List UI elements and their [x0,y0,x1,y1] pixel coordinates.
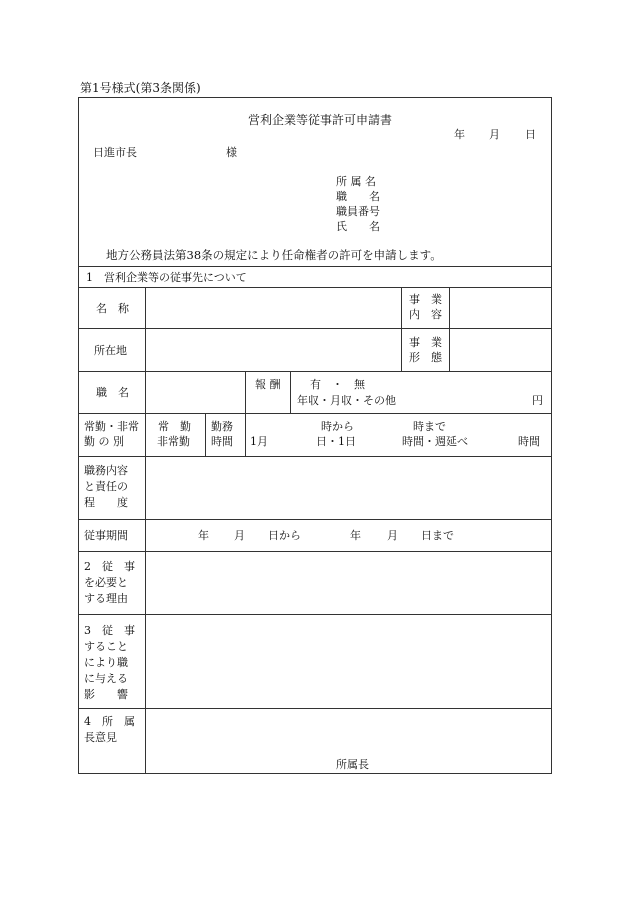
label-impact-1: 3 従 事 [84,624,135,637]
remuneration-options[interactable]: 有 ・ 無 [310,378,365,391]
period-until: 日まで [421,529,454,542]
label-duties-3: 程 度 [84,496,128,509]
label-work-hours-1: 勤務 [211,420,233,433]
date-day: 日 [525,128,536,141]
input-name[interactable] [146,288,400,328]
label-business-content-2: 内 容 [409,308,442,321]
period-month-1: 月 [234,529,245,542]
label-duties-1: 職務内容 [84,464,128,477]
label-fulltime-parttime-2: 勤 の 別 [84,435,124,448]
time-from: 時から [321,420,354,433]
option-fulltime[interactable]: 常 勤 [158,420,191,433]
period-month-2: 月 [387,529,398,542]
label-duties-2: と責任の [84,480,128,493]
option-parttime[interactable]: 非常勤 [157,435,190,448]
per-month: 1月 [250,435,268,448]
dept-head-label: 所属長 [336,758,369,771]
input-duties[interactable] [146,457,550,519]
input-job-title[interactable] [146,372,245,413]
section1-header: 1 営利企業等の従事先について [86,271,247,284]
label-impact-3: により職 [84,656,128,669]
applicant-name-label: 氏 名 [336,220,380,233]
days-per-day: 日・1日 [316,435,356,448]
label-opinion-2: 長意見 [84,731,117,744]
hours-weekly-total: 時間・週延べ [402,435,468,448]
label-business-content-1: 事 業 [409,293,442,306]
applicant-employee-number-label: 職員番号 [336,205,380,218]
time-until: 時まで [413,420,446,433]
input-business-content[interactable] [450,288,550,328]
label-reason-1: 2 従 事 [84,560,135,573]
hours-unit: 時間 [518,435,540,448]
date-month: 月 [489,128,500,141]
addressee: 日進市長 [93,146,137,159]
label-reason-2: を必要と [84,576,128,589]
period-year-1: 年 [198,529,209,542]
input-location[interactable] [146,329,400,371]
label-work-hours-2: 時間 [211,435,233,448]
period-year-2: 年 [350,529,361,542]
label-impact-2: すること [84,640,128,653]
label-impact-4: に与える [84,672,128,685]
label-opinion-1: 4 所 属 [84,715,135,728]
label-name: 名 称 [96,302,129,315]
declaration: 地方公務員法第38条の規定により任命権者の許可を申請します。 [106,248,442,262]
applicant-position-label: 職 名 [336,190,380,203]
remuneration-types[interactable]: 年収・月収・その他 [297,394,396,407]
date-year: 年 [454,128,465,141]
label-period: 従事期間 [84,529,128,542]
input-opinion[interactable] [146,709,550,757]
form-title: 営利企業等従事許可申請書 [248,113,393,127]
label-job-title: 職 名 [96,386,129,399]
label-fulltime-parttime-1: 常勤・非常 [84,420,139,433]
label-business-form-1: 事 業 [409,336,442,349]
label-impact-5: 影 響 [84,688,128,701]
period-from: 日から [268,529,301,542]
form-number: 第1号様式(第3条関係) [80,81,201,95]
input-business-form[interactable] [450,329,550,371]
input-impact[interactable] [146,615,550,708]
label-reason-3: する理由 [84,592,128,605]
addressee-suffix: 様 [226,146,237,159]
applicant-affiliation-label: 所 属 名 [336,175,376,188]
yen-unit: 円 [532,394,543,407]
input-reason[interactable] [146,552,550,614]
label-business-form-2: 形 態 [409,351,442,364]
label-location: 所在地 [94,344,127,357]
label-remuneration: 報 酬 [255,378,281,391]
